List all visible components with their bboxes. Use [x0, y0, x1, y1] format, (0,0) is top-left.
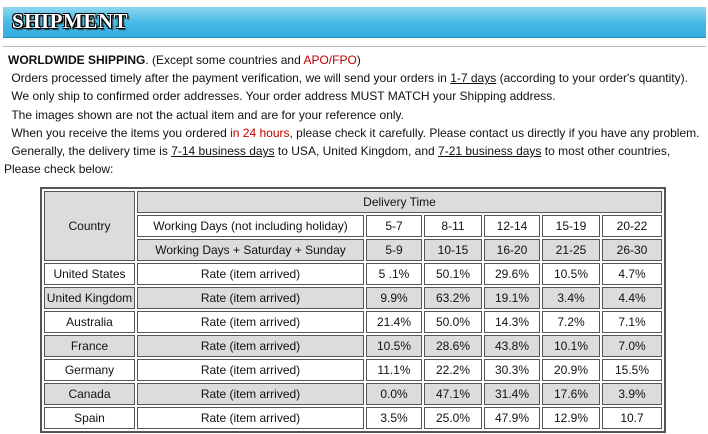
country-cell: France	[44, 335, 135, 357]
table-row	[44, 311, 662, 333]
weekend-days-row	[44, 239, 662, 261]
rate-value-cell: 4.4%	[602, 287, 662, 309]
rate-value-cell: 19.1%	[484, 287, 540, 309]
divider	[3, 46, 706, 47]
rate-value-cell: 14.3%	[484, 311, 540, 333]
rate-value-cell: 3.4%	[542, 287, 600, 309]
intro-line-7: Please check below:	[4, 162, 114, 177]
rate-value-cell: 9.9%	[366, 287, 422, 309]
rate-value-cell: 50.1%	[424, 263, 482, 285]
delivery-days-other: 7-21 business days	[438, 144, 542, 159]
rate-label-cell: Rate (item arrived)	[137, 383, 364, 405]
rate-value-cell: 7.1%	[602, 311, 662, 333]
table-row	[44, 407, 662, 429]
intro-line-4: The images shown are not the actual item and are for your reference only.	[11, 107, 404, 122]
country-cell: United Kingdom	[44, 287, 135, 309]
table-row	[44, 383, 662, 405]
country-cell: Spain	[44, 407, 135, 429]
working-days-cell: 8-11	[424, 215, 482, 237]
processing-days: 1-7 days	[450, 71, 497, 86]
working-days-cell: 20-22	[602, 215, 662, 237]
rate-value-cell: 5 .1%	[366, 263, 422, 285]
rate-value-cell: 22.2%	[424, 359, 482, 381]
weekend-days-label: Working Days + Saturday + Sunday	[137, 239, 364, 261]
rate-value-cell: 30.3%	[484, 359, 540, 381]
weekend-days-cell: 5-9	[366, 239, 422, 261]
rate-value-cell: 17.6%	[542, 383, 600, 405]
rate-value-cell: 63.2%	[424, 287, 482, 309]
shipment-banner	[3, 7, 706, 38]
rate-value-cell: 47.9%	[484, 407, 540, 429]
weekend-days-cell: 16-20	[484, 239, 540, 261]
rate-value-cell: 3.5%	[366, 407, 422, 429]
intro-line-1: WORLDWIDE SHIPPING. (Except some countries and APO/FPO)	[8, 53, 361, 67]
rate-value-cell: 25.0%	[424, 407, 482, 429]
apo-fpo-note: APO/FPO	[303, 53, 357, 67]
delivery-rate-table	[40, 187, 666, 433]
rate-value-cell: 29.6%	[484, 263, 540, 285]
weekend-days-cell: 26-30	[602, 239, 662, 261]
country-cell: Australia	[44, 311, 135, 333]
rate-label-cell: Rate (item arrived)	[137, 359, 364, 381]
working-days-cell: 5-7	[366, 215, 422, 237]
rate-rows	[44, 263, 662, 429]
rate-label-cell: Rate (item arrived)	[137, 311, 364, 333]
rate-value-cell: 7.0%	[602, 335, 662, 357]
rate-value-cell: 0.0%	[366, 383, 422, 405]
country-cell: Germany	[44, 359, 135, 381]
banner-title: SHIPMENT	[12, 9, 129, 33]
rate-value-cell: 10.1%	[542, 335, 600, 357]
worldwide-heading: WORLDWIDE SHIPPING	[8, 53, 146, 67]
country-cell: Canada	[44, 383, 135, 405]
rate-label-cell: Rate (item arrived)	[137, 287, 364, 309]
delivery-time-header: Delivery Time	[137, 191, 662, 213]
rate-value-cell: 12.9%	[542, 407, 600, 429]
intro-line-5: When you receive the items you ordered in 24 hours, please check it carefully. Please contact us directly if you have any problem.	[11, 125, 700, 140]
rate-label-cell: Rate (item arrived)	[137, 407, 364, 429]
table-row	[44, 263, 662, 285]
country-cell: United States	[44, 263, 135, 285]
table-row	[44, 335, 662, 357]
rate-value-cell: 3.9%	[602, 383, 662, 405]
rate-label-cell: Rate (item arrived)	[137, 263, 364, 285]
weekend-days-cell: 10-15	[424, 239, 482, 261]
rate-value-cell: 7.2%	[542, 311, 600, 333]
working-days-row	[44, 215, 662, 237]
rate-value-cell: 10.5%	[542, 263, 600, 285]
rate-value-cell: 15.5%	[602, 359, 662, 381]
rate-value-cell: 11.1%	[366, 359, 422, 381]
rate-value-cell: 4.7%	[602, 263, 662, 285]
rate-value-cell: 21.4%	[366, 311, 422, 333]
delivery-days-main: 7-14 business days	[171, 144, 275, 159]
working-days-cell: 15-19	[542, 215, 600, 237]
intro-line-6: Generally, the delivery time is 7-14 business days to USA, United Kingdom, and 7-21 business days to most other countries,	[11, 144, 671, 159]
working-days-label: Working Days (not including holiday)	[137, 215, 364, 237]
country-header: Country	[44, 191, 135, 261]
rate-value-cell: 50.0%	[424, 311, 482, 333]
rate-value-cell: 31.4%	[484, 383, 540, 405]
rate-value-cell: 43.8%	[484, 335, 540, 357]
intro-line-2: Orders processed timely after the payment verification, we will send your orders in 1-7 days (according to your order's quantity).	[11, 71, 688, 86]
table-row	[44, 287, 662, 309]
intro-line-3: We only ship to confirmed order addresses. Your order address MUST MATCH your Shipping address.	[11, 89, 556, 104]
rate-value-cell: 10.5%	[366, 335, 422, 357]
table-row	[44, 359, 662, 381]
shipping-info	[4, 51, 708, 178]
rate-value-cell: 20.9%	[542, 359, 600, 381]
rate-value-cell: 28.6%	[424, 335, 482, 357]
header-row	[44, 191, 662, 213]
weekend-days-cell: 21-25	[542, 239, 600, 261]
working-days-cell: 12-14	[484, 215, 540, 237]
rate-value-cell: 10.7	[602, 407, 662, 429]
rate-value-cell: 47.1%	[424, 383, 482, 405]
rate-label-cell: Rate (item arrived)	[137, 335, 364, 357]
check-deadline: in 24 hours	[230, 125, 290, 140]
